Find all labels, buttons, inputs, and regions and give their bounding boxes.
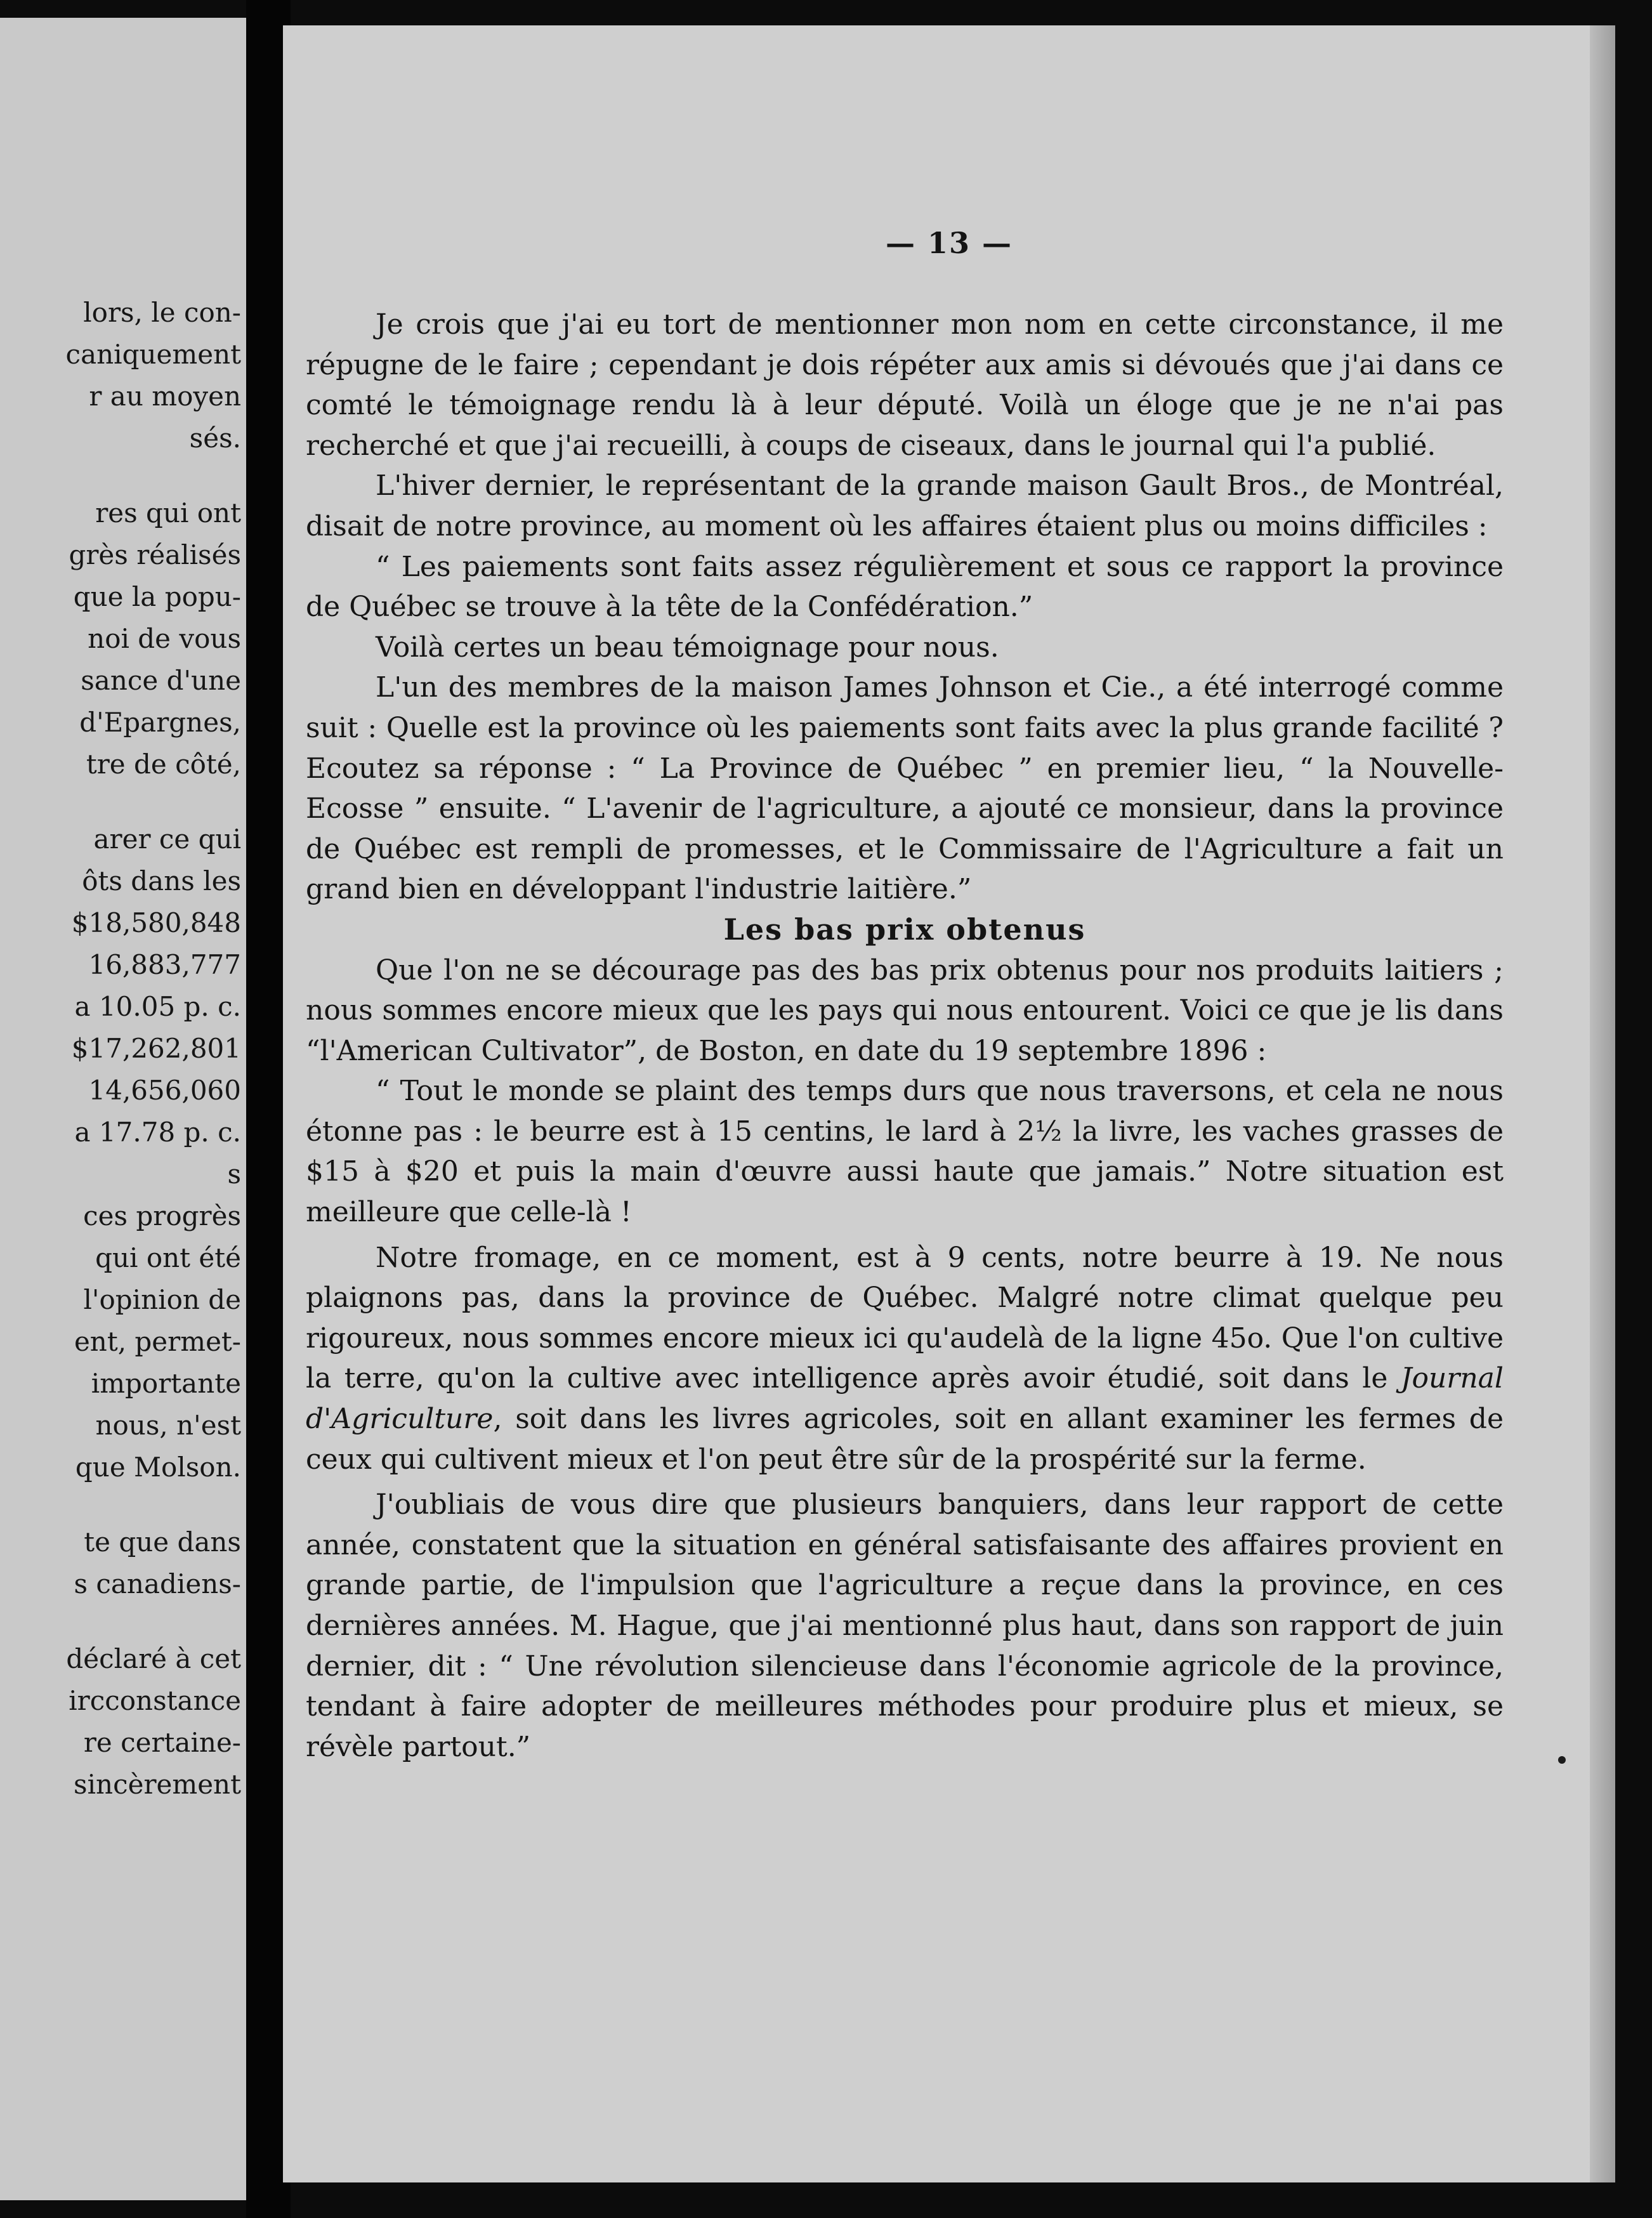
paragraph: Que l'on ne se décourage pas des bas prix obtenus pour nos produits laitiers ; nous sommes encore mieux que les pays qui nous entourent. Voici ce que je lis dans “l'American Cultivator”, de Boston, en date du 19 septembre 1896 : — [306, 954, 1504, 1067]
previous-page-line: re certaine- — [83, 1727, 241, 1758]
quotation-paragraph: “ Les paiements sont faits assez régulièrement et sous ce rapport la province de Québec se trouve à la tête de la Confédération.” — [306, 550, 1504, 624]
previous-page-line: d'Epargnes, — [79, 707, 241, 738]
previous-page-line: grès réalisés — [69, 539, 241, 570]
previous-page-line: caniquement — [65, 339, 241, 370]
section-heading: Les bas prix obtenus — [723, 912, 1086, 947]
previous-page-line: ircconstance — [69, 1685, 241, 1716]
page-body — [306, 305, 1504, 1767]
line-gap — [0, 785, 241, 818]
line-gap — [0, 459, 241, 492]
paragraph: L'un des membres de la maison James Johnson et Cie., a été interrogé comme suit : Quelle est la province où les paiements sont faits avec la plus grande facilité ? Ecoutez sa réponse : “ La Province de Québec ” en premier lieu, “ la Nouvelle-Ecosse ” ensuite. “ L'avenir de l'agriculture, a ajouté ce monsieur, dans la province de Québec est rempli de promesses, et le Commissaire de l'Agriculture a fait un grand bien en développant l'industrie laitière.” — [306, 671, 1504, 906]
previous-page-line: ôts dans les — [82, 865, 241, 896]
previous-page-line: $18,580,848 — [71, 907, 241, 938]
paragraph: J'oubliais de vous dire que plusieurs banquiers, dans leur rapport de cette année, constatent que la situation en général satisfaisante des affaires provient en grande partie, de l'impulsion que l'agriculture a reçue dans la province, en ces dernières années. M. Hague, que j'ai mentionné plus haut, dans son rapport de juin dernier, dit : “ Une révolution silencieuse dans l'économie agricole de la province, tendant à faire adopter de meilleures méthodes pour produire plus et mieux, se révèle partout.” — [306, 1488, 1504, 1763]
current-page — [283, 25, 1615, 2182]
previous-page-line: que Molson. — [75, 1452, 241, 1483]
line-gap — [0, 1605, 241, 1638]
previous-page-line: ent, permet- — [74, 1326, 241, 1357]
previous-page-line: que la popu- — [73, 581, 241, 612]
previous-page-line: sance d'une — [81, 665, 241, 696]
paragraph: L'hiver dernier, le représentant de la grande maison Gault Bros., de Montréal, disait de notre province, au moment où les affaires étaient plus ou moins difficiles : — [306, 469, 1504, 542]
previous-page-line: a 10.05 p. c. — [74, 991, 241, 1022]
paragraph: Voilà certes un beau témoignage pour nous. — [376, 631, 999, 664]
previous-page-line: s — [227, 1158, 241, 1190]
previous-page-line: importante — [91, 1368, 241, 1399]
previous-page-lines — [0, 292, 241, 1806]
previous-page-line: res qui ont — [95, 497, 241, 528]
previous-page-line: r au moyen — [89, 381, 241, 412]
previous-page-line: qui ont été — [95, 1242, 241, 1273]
page-edge-shadow — [1590, 25, 1615, 2182]
quotation-paragraph: “ Tout le monde se plaint des temps durs que nous traversons, et cela ne nous étonne pas : le beurre est à 15 centins, le lard à 2½ la livre, les vaches grasses de $15 à $20 et puis la main d'œuvre aussi haute que jamais.” Notre situation est meilleure que celle-là ! — [306, 1075, 1504, 1229]
previous-page-line: l'opinion de — [83, 1284, 241, 1315]
previous-page-line: te que dans — [84, 1526, 241, 1558]
line-gap — [0, 1488, 241, 1521]
previous-page-line: sés. — [189, 423, 241, 454]
previous-page-line: 16,883,777 — [88, 949, 241, 980]
previous-page-line: tre de côté, — [86, 749, 241, 780]
previous-page-line: a 17.78 p. c. — [74, 1117, 241, 1148]
previous-page-line: nous, n'est — [95, 1410, 241, 1441]
print-speck — [1558, 1756, 1566, 1764]
previous-page-line: 14,656,060 — [88, 1075, 241, 1106]
previous-page-line: sincèrement — [74, 1769, 241, 1800]
previous-page-line: arer ce qui — [93, 824, 241, 855]
page-number: — 13 — — [885, 226, 1013, 260]
journal-title: Journal d'Agriculture — [306, 1362, 1504, 1436]
previous-page-line: $17,262,801 — [71, 1033, 241, 1064]
previous-page-line: déclaré à cet — [66, 1643, 241, 1674]
previous-page-fragment — [0, 18, 255, 2200]
previous-page-line: ces progrès — [83, 1200, 241, 1231]
previous-page-line: lors, le con- — [83, 297, 241, 328]
paragraph-with-journal-title — [306, 1238, 1504, 1480]
previous-page-line: noi de vous — [88, 623, 241, 654]
text-run: Notre fromage, en ce moment, est à 9 cents, notre beurre à 19. Ne nous plaignons pas, dans la province de Québec. Malgré notre climat quelque peu rigoureux, nous sommes encore mieux ici qu'audelà de la ligne 45o. Que l'on cultive la terre, qu'on la cultive avec intelligence après avoir étudié, soit dans le — [306, 1241, 1504, 1395]
text-run: , soit dans les livres agricoles, soit en allant examiner les fermes de ceux qui cultivent mieux et l'on peut être sûr de la prospérité sur la ferme. — [306, 1403, 1504, 1476]
paragraph: Je crois que j'ai eu tort de mentionner mon nom en cette circonstance, il me répugne de le faire ; cependant je dois répéter aux amis si dévoués que j'ai dans ce comté le témoignage rendu là à leur député. Voilà un éloge que je ne n'ai pas recherché et que j'ai recueilli, à coups de ciseaux, dans le journal qui l'a publié. — [306, 308, 1504, 462]
previous-page-line: s canadiens- — [74, 1568, 241, 1599]
